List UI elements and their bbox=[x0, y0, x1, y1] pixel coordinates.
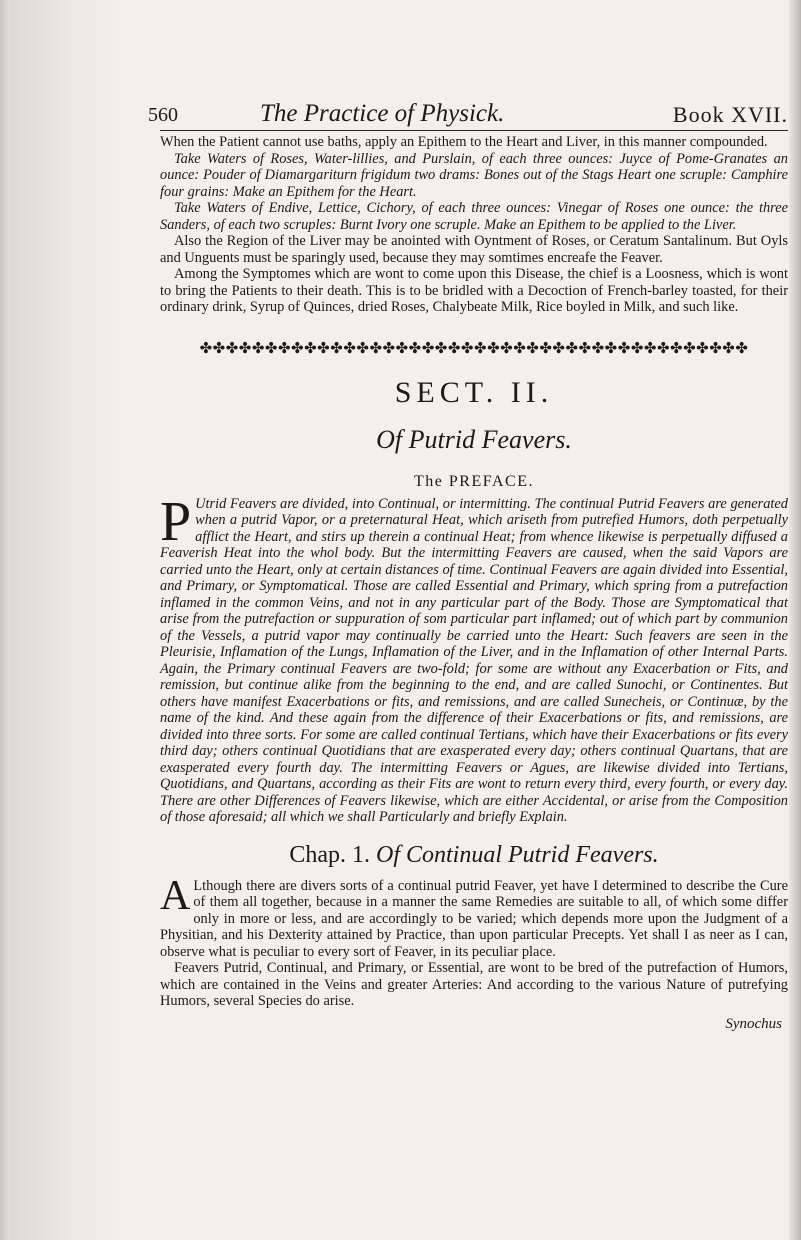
chapter-paragraph-1 bbox=[160, 872, 788, 961]
preface-text: Utrid Feavers are divided, into Continual, or intermitting. The continual Putrid Feavers are generated when a putrid Vapor, or a preternatural Heat, which ariseth from putrefied Humors, doth perpetually afflict the Heart, and stirs up therein a continual Heat; from whence likewise is perpetually diffused a Feaverish Heat into the whol body. But the intermitting Feavers are caused, when the said Vapors are carried unto the Heart, only at certain distances of time. Continual Feavers are again divided into Essential, and Primary, or Symptomatical. Those are called Essential and Primary, which spring from a putrefaction inflamed in the common Veins, and not in any particular part of the Body. Those are Symptomatical that arise from the putrefaction or suppuration of som particular part inflamed; out of which part by communion of the Vessels, a putrid vapor may continually be carried unto the Heart: Such feavers are seen in the Pleurisie, Inflamation of the Lungs, Inflamation of the Liver, and in the Inflamation of other Internal Parts. Again, the Primary continual Feavers are two-fold; for some are without any Exacerbation or Fits, and remission, but continue alike from the beginning to the end, and are called Sunochi, or Continentes. But others have manifest Exacerbations or fits, and remissions, and are called Sunecheis, or Continuæ, by the name of the kind. And these again from the difference of their Exacerbations or fits, and remissions, are divided into three sorts. For some are called continual Tertians, which have their Exacerbations or fits every third day; others continual Quotidians that are exasperated every day; others continual Quartans, that are exasperated every fourth day. The intermitting Feavers or Agues, are likewise divided into Tertians, Quotidians, and Quartans, according as their Fits are wont to return every third, every fourth, or every day. There are other Differences of Feavers likewise, which are either Accidental, or arise from the Composition of those aforesaid; all which we shall Particularly and briefly Explain. bbox=[160, 495, 788, 825]
intro-paragraph-epithem: When the Patient cannot use baths, apply an Epithem to the Heart and Liver, in this manner compounded. bbox=[160, 134, 768, 150]
preface-label: The PREFACE. bbox=[414, 472, 534, 490]
recipe-liver-epithem: Take Waters of Endive, Lettice, Cichory, of each three ounces: Vinegar of Roses one ounce: the three Sanders, of each two scruples: Burnt Ivory one scruple. Make an Epithem to be applied to the Liver. bbox=[160, 200, 788, 233]
section-subtitle: Of Putrid Feavers. bbox=[376, 424, 572, 454]
book-page bbox=[148, 100, 788, 1033]
book-label: Book XVII. bbox=[672, 102, 788, 127]
preface-body bbox=[160, 490, 788, 826]
catchword: Synochus bbox=[725, 1015, 782, 1032]
chapter-paragraph-2: Feavers Putrid, Continual, and Primary, or Essential, are wont to be bred of the putrefaction of Humors, which are contained in the Veins and greater Arteries: And according to the various Nature of putrefying Humors, several Species do arise. bbox=[160, 960, 788, 1009]
chapter-title: Of Continual Putrid Feavers. bbox=[376, 841, 659, 868]
paragraph-ointment: Also the Region of the Liver may be anointed with Oyntment of Roses, or Ceratum Santalinum. But Oyls and Unguents must be sparingly used, because they may somtimes encreafe the Feaver. bbox=[160, 233, 788, 266]
running-head bbox=[148, 100, 788, 131]
preface-drop-cap: P bbox=[160, 490, 192, 553]
chapter-drop-cap: A bbox=[160, 872, 191, 919]
section-title: SECT. II. bbox=[394, 375, 554, 409]
running-head-title: The Practice of Physick. bbox=[260, 100, 505, 127]
recipe-heart-epithem: Take Waters of Roses, Water-lillies, and Purslain, of each three ounces: Juyce of Pome-Granates an ounce: Pouder of Diamargariturn frigidum two drams: Bones out of the Stags Heart one scruple: Camphire four grains: Make an Epithem for the Heart. bbox=[160, 150, 788, 200]
page-right-edge bbox=[789, 0, 801, 1240]
page-binding-shadow bbox=[0, 0, 128, 1240]
paragraph-symptoms: Among the Symptomes which are wont to come upon this Disease, the chief is a Loosness, which is wont to bring the Patients to their death. This is to be bridled with a Decoction of French-barley toasted, for their ordinary drink, Syrup of Quinces, dried Roses, Chalybeate Milk, Rice boyled in Milk, and such like. bbox=[160, 266, 788, 315]
page-binding-edge bbox=[0, 0, 10, 1240]
page-number: 560 bbox=[148, 104, 178, 126]
ornamental-divider: ✤✤✤✤✤✤✤✤✤✤✤✤✤✤✤✤✤✤✤✤✤✤✤✤✤✤✤✤✤✤✤✤✤✤✤✤✤✤✤✤✤✤ bbox=[199, 340, 749, 357]
chapter-paragraph-1-text: Lthough there are divers sorts of a continual putrid Feaver, yet have I determined to describe the Cure of them all together, because in a manner the same Remedies are suitable to all, of which some differ only in more or less, and are accordingly to be varied; which depends more upon the Judgment of a Physitian, and his Dexterity attained by Practice, than upon particular Precepts. Yet shall I as neer as I can, observe what is peculiar to every sort of Feaver, in its peculiar place. bbox=[160, 877, 788, 960]
chapter-heading bbox=[160, 840, 788, 870]
chapter-label: Chap. 1. bbox=[289, 841, 370, 868]
